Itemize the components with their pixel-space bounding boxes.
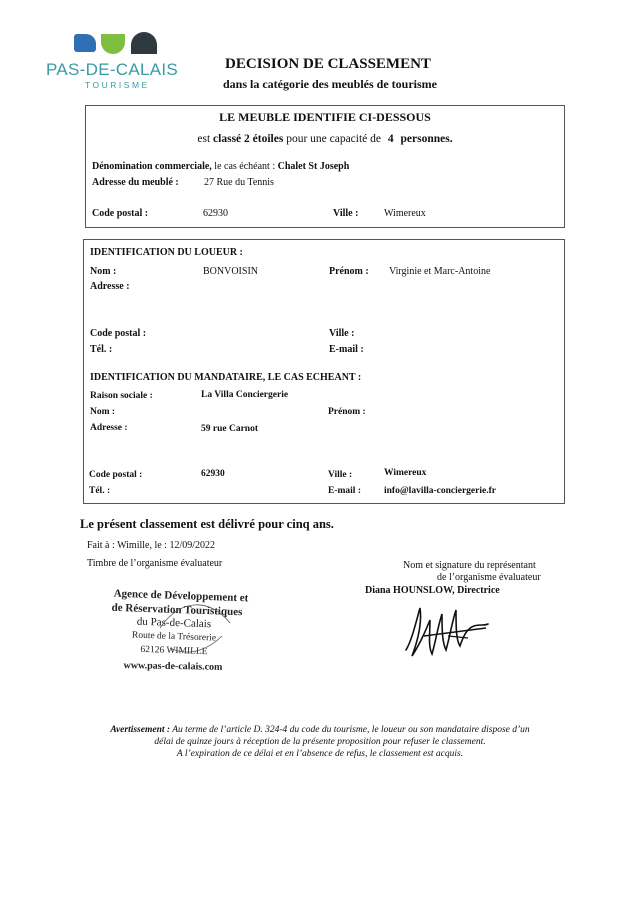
logo-tagline: TOURISME bbox=[85, 80, 150, 90]
meuble-ville-value: Wimereux bbox=[384, 208, 426, 219]
loueur-nom-label: Nom : bbox=[90, 266, 117, 277]
stamp-line-6: www.pas-de-calais.com bbox=[123, 660, 223, 673]
document-title: DECISION DE CLASSEMENT bbox=[225, 56, 431, 72]
mandataire-cp-label: Code postal : bbox=[89, 470, 143, 480]
logo-shape-green bbox=[101, 34, 125, 54]
loueur-cp-label: Code postal : bbox=[90, 328, 147, 339]
mandataire-cp-value: 62930 bbox=[201, 469, 225, 479]
loueur-nom-value: BONVOISIN bbox=[203, 266, 258, 277]
mandataire-prenom-label: Prénom : bbox=[328, 407, 366, 417]
mandataire-nom-label: Nom : bbox=[90, 407, 116, 417]
logo-name: PAS-DE-CALAIS bbox=[46, 60, 179, 79]
mandataire-ville-value: Wimereux bbox=[384, 468, 427, 478]
loueur-prenom-value: Virginie et Marc-Antoine bbox=[389, 266, 491, 277]
stamp-line-1: Agence de Développement et bbox=[113, 587, 249, 605]
validity-statement: Le présent classement est délivré pour cinq ans. bbox=[80, 517, 334, 531]
classement-line bbox=[86, 133, 564, 145]
denomination-value: Chalet St Joseph bbox=[277, 161, 350, 172]
warning-line-2: délai de quinze jours à réception de la présente proposition pour refuser le classement. bbox=[154, 737, 486, 747]
stamp-line-4: Route de la Trésorerie bbox=[131, 630, 217, 644]
warning-line-3: A l’expiration de ce délai et en l’absence de refus, le classement est acquis. bbox=[176, 749, 464, 759]
meuble-ville-label: Ville : bbox=[333, 208, 359, 219]
meuble-adresse-value: 27 Rue du Tennis bbox=[204, 177, 274, 188]
meuble-adresse-label: Adresse du meublé : bbox=[92, 177, 179, 188]
meuble-cp-value: 62930 bbox=[203, 208, 228, 219]
handwritten-signature-icon bbox=[398, 600, 490, 662]
loueur-ville-label: Ville : bbox=[329, 328, 355, 339]
loueur-prenom-label: Prénom : bbox=[329, 266, 369, 277]
mandataire-adresse-label: Adresse : bbox=[90, 423, 128, 433]
mandataire-heading: IDENTIFICATION DU MANDATAIRE, LE CAS ECHEANT : bbox=[90, 372, 362, 383]
loueur-heading: IDENTIFICATION DU LOUEUR : bbox=[90, 247, 243, 258]
mandataire-email-label: E-mail : bbox=[328, 486, 361, 496]
loueur-email-label: E-mail : bbox=[329, 344, 364, 355]
loueur-adresse-label: Adresse : bbox=[90, 281, 130, 292]
mandataire-raison-label: Raison sociale : bbox=[90, 391, 153, 401]
warning-line-1 bbox=[70, 724, 570, 736]
logo-shape-blue bbox=[74, 34, 96, 52]
loueur-tel-label: Tél. : bbox=[90, 344, 113, 355]
meuble-heading: LE MEUBLE IDENTIFIE CI-DESSOUS bbox=[219, 110, 431, 124]
warning-text-1: Au terme de l’article D. 324-4 du code du tourisme, le loueur ou son mandataire dispose d’un bbox=[172, 725, 530, 735]
document-subtitle: dans la catégorie des meublés de tourisme bbox=[223, 77, 437, 91]
timbre-label: Timbre de l’organisme évaluateur bbox=[87, 558, 223, 569]
signatory-name: Diana HOUNSLOW, Directrice bbox=[365, 585, 500, 596]
signature-caption-2: de l’organisme évaluateur bbox=[437, 572, 541, 583]
class-pre: est bbox=[197, 133, 211, 145]
warning-label: Avertissement : bbox=[110, 725, 171, 735]
meuble-cp-label: Code postal : bbox=[92, 208, 149, 219]
signature-caption-1: Nom et signature du représentant bbox=[403, 560, 536, 571]
denomination-row bbox=[92, 161, 349, 172]
mandataire-ville-label: Ville : bbox=[328, 470, 353, 480]
class-stars: classé 2 étoiles bbox=[213, 133, 284, 145]
persons-label: personnes. bbox=[400, 133, 453, 145]
denomination-label: Dénomination commerciale, bbox=[92, 161, 212, 172]
capacity-value: 4 bbox=[387, 133, 394, 145]
stamp-ornament-icon bbox=[150, 588, 240, 668]
warning-notice bbox=[70, 724, 570, 760]
mandataire-email-value: info@lavilla-conciergerie.fr bbox=[384, 486, 496, 496]
stamp-line-5: 62126 WIMILLE bbox=[140, 644, 208, 658]
stamp-line-3: du Pas-de-Calais bbox=[136, 615, 212, 631]
mandataire-raison-value: La Villa Conciergerie bbox=[201, 390, 289, 400]
class-mid: pour une capacité de bbox=[286, 133, 382, 145]
mandataire-adresse-value: 59 rue Carnot bbox=[201, 424, 258, 434]
fait-a-line: Fait à : Wimille, le : 12/09/2022 bbox=[87, 540, 216, 551]
logo-shape-dark bbox=[131, 32, 157, 54]
stamp-line-2: de Réservation Touristiques bbox=[111, 601, 243, 619]
denomination-note: le cas échéant : bbox=[214, 161, 276, 172]
mandataire-tel-label: Tél. : bbox=[89, 486, 111, 496]
